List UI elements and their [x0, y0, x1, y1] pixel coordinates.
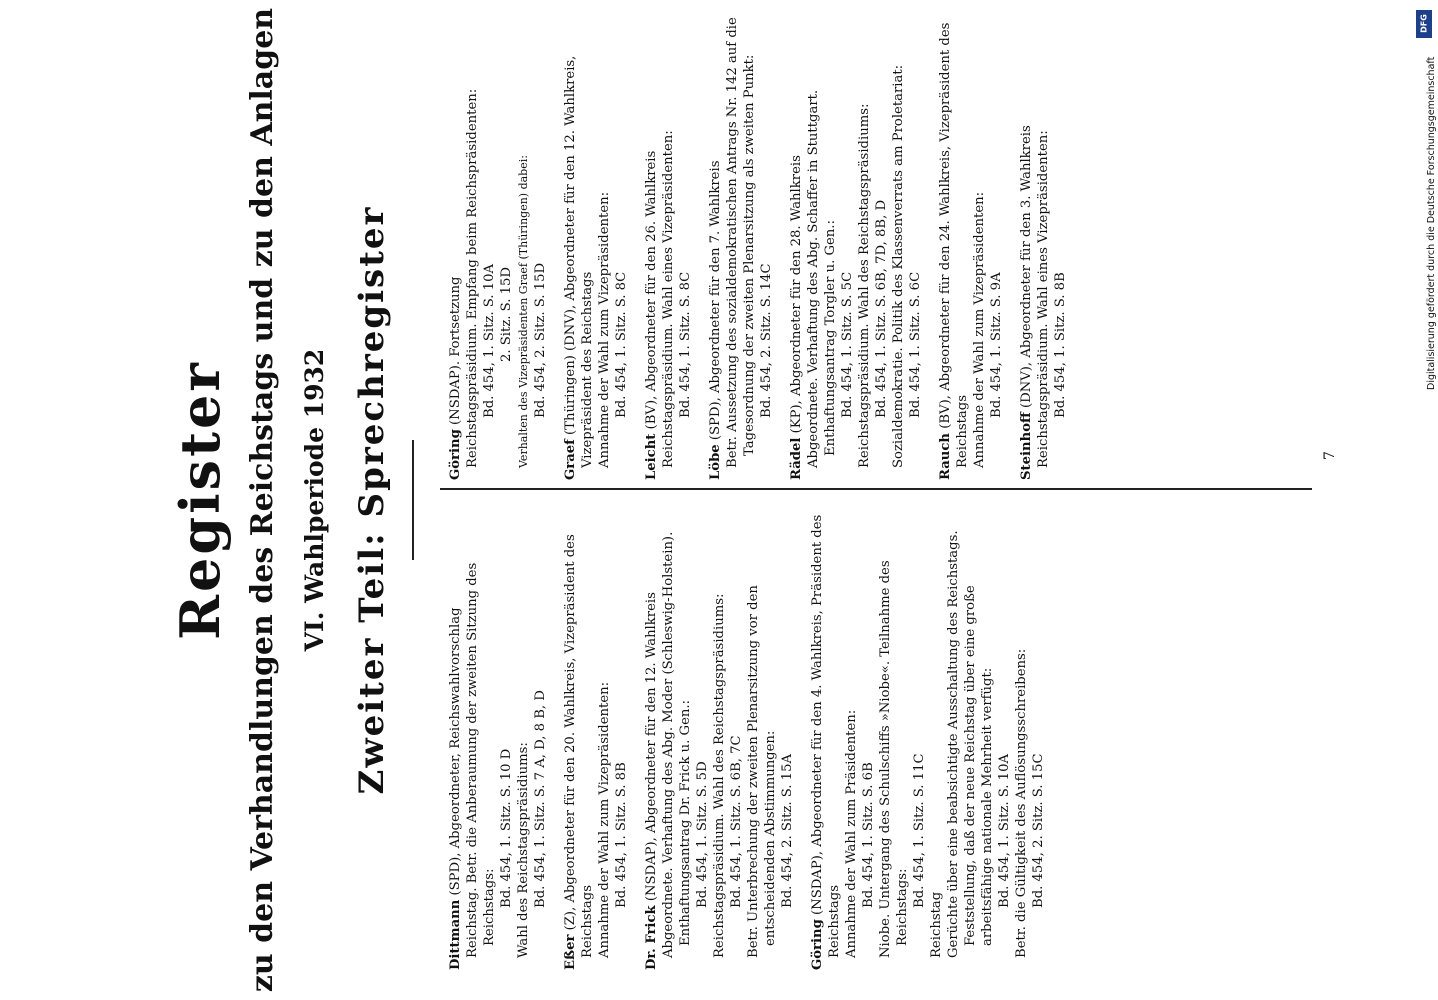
page-subtitle: zu den Verhandlungen des Reichstags und zu den Anlagen [245, 7, 280, 993]
citation-line: Bd. 454, 1. Sitz. S. 8C [678, 271, 693, 418]
topic-line: Annahme der Wahl zum Vizepräsidenten: [972, 191, 987, 468]
topic-line: Annahme der Wahl zum Vizepräsidenten: [597, 681, 612, 958]
topic-line: Sozialdemokratie. Politik des Klassenverrats am Proletariat: [891, 64, 906, 468]
topic-line: Abgeordnete. Verhaftung des Abg. Moder (Schleswig-Holstein). Enthaftungsantrag Dr. Frick u. Gen.: [661, 531, 693, 958]
topic-line: Abgeordnete. Verhaftung des Abg. Schaffer in Stuttgart. Enthaftungsantrag Torgler u. Gen.: [806, 89, 838, 468]
speaker-name: Göring [448, 429, 463, 480]
topic-line: Verhalten des Vizepräsidenten Graef (Thüringen) dabei: [517, 155, 530, 468]
citation-line: Bd. 454, 1. Sitz. S. 10A [482, 264, 497, 418]
register-entry [562, 10, 630, 480]
citation-line: Bd. 454, 1. Sitz. S. 8B [614, 762, 629, 908]
entry-heading [643, 500, 660, 970]
speaker-name: Rauch [938, 432, 953, 480]
dfg-logo-badge: DFG [1416, 10, 1432, 38]
speaker-name: Graef [563, 439, 578, 480]
topic-line: Reichstagspräsidium. Empfang beim Reichspräsidenten: [465, 88, 480, 468]
citation-line: Bd. 454, 1. Sitz. S. 6B, 7D, 8B, D [874, 199, 889, 418]
column-divider [440, 488, 1312, 490]
speaker-details: (BV), Abgeordneter für den 26. Wahlkreis [644, 150, 659, 434]
right-column [447, 10, 1082, 480]
register-entry [1018, 10, 1069, 480]
topic-line: Reichstag [929, 891, 944, 958]
entry-heading [447, 500, 464, 970]
title-rule [412, 440, 414, 560]
entry-heading [562, 10, 596, 480]
register-entry [707, 10, 775, 480]
entry-heading [447, 10, 464, 480]
register-entry [562, 500, 630, 970]
citation-line: Bd. 454, 1. Sitz. S. 6C [908, 271, 923, 418]
citation-line: Bd. 454, 1. Sitz. S. 6B, 7C [729, 735, 744, 908]
speaker-name: Göring [810, 919, 825, 970]
digitization-credit: Digitalisierung gefördert durch die Deutsche Forschungsgemeinschaft [1426, 56, 1437, 390]
citation-line: 2. Sitz. S. 15D [499, 267, 514, 362]
register-entry [788, 10, 924, 480]
page-title: Register [168, 360, 232, 640]
topic-line: Reichstagspräsidium. Wahl des Reichstagspräsidiums: [857, 103, 872, 468]
entry-heading [937, 10, 971, 480]
speaker-details: (NSDAP), Abgeordneter für den 12. Wahlkreis [644, 592, 659, 906]
part-heading: Zweiter Teil: Sprechregister [352, 205, 392, 795]
entry-heading [707, 10, 724, 480]
topic-line: Reichstagspräsidium. Wahl des Reichstagspräsidiums: [712, 593, 727, 958]
speaker-name: Dr. Frick [644, 905, 659, 970]
citation-line: Bd. 454, 1. Sitz. S. 8C [614, 271, 629, 418]
speaker-details: (BV), Abgeordneter für den 24. Wahlkreis, Vizepräsident des Reichstags [938, 22, 970, 468]
topic-line: Annahme der Wahl zum Vizepräsidenten: [597, 191, 612, 468]
speaker-details: (KP), Abgeordneter für den 28. Wahlkreis [789, 155, 804, 438]
speaker-details: (Z), Abgeordneter für den 20. Wahlkreis, Vizepräsident des Reichstags [563, 534, 595, 958]
speaker-name: Leicht [644, 433, 659, 480]
citation-line: Bd. 454, 1. Sitz. S. 5D [695, 761, 710, 908]
citation-line: Bd. 454, 1. Sitz. S. 7 A, D, 8 B, D [533, 690, 548, 908]
citation-line: Bd. 454, 1. Sitz. S. 5C [840, 271, 855, 418]
register-entry [937, 10, 1005, 480]
register-entry [447, 10, 549, 480]
speaker-details: (SPD), Abgeordneter, Reichswahlvorschlag [448, 607, 463, 900]
left-column [447, 500, 1060, 970]
topic-line: Gerüchte über eine beabsichtigte Ausschaltung des Reichstags. Feststellung, daß der neue Reichstag über eine große arbeitsfähige nationale Mehrheit verfügt: [946, 530, 995, 958]
citation-line: Bd. 454, 1. Sitz. S. 9A [989, 272, 1004, 418]
entry-heading [809, 500, 843, 970]
speaker-details: (NSDAP), Abgeordneter für den 4. Wahlkreis, Präsident des Reichstags [810, 514, 842, 958]
topic-line: Reichstag. Betr. die Anberaumung der zweiten Sitzung des Reichstags: [465, 562, 497, 958]
register-entry [643, 10, 694, 480]
entry-heading [562, 500, 596, 970]
citation-line: Bd. 454, 2. Sitz. S. 15D [533, 262, 548, 418]
citation-line: Bd. 454, 2. Sitz. S. 15C [1031, 753, 1046, 908]
entry-heading [643, 10, 660, 480]
citation-line: Bd. 454, 1. Sitz. S. 6B [861, 762, 876, 908]
topic-line: Betr. die Gültigkeit des Auflösungsschreibens: [1014, 648, 1029, 958]
period-heading: VI. Wahlperiode 1932 [300, 348, 329, 652]
entry-heading [1018, 10, 1035, 480]
speaker-details: (Thüringen) (DNV), Abgeordneter für den 12. Wahlkreis, Vizepräsident des Reichstags [563, 55, 595, 468]
speaker-name: Löbe [708, 444, 723, 480]
speaker-name: Eßer [563, 934, 578, 970]
register-entry [809, 500, 1047, 970]
citation-line: Bd. 454, 1. Sitz. S. 10 D [499, 748, 514, 908]
register-entry [643, 500, 796, 970]
citation-line: Bd. 454, 2. Sitz. S. 15A [780, 754, 795, 908]
topic-line: Reichstagspräsidium. Wahl eines Vizepräsidenten: [661, 130, 676, 468]
citation-line: Bd. 454, 1. Sitz. S. 10A [997, 754, 1012, 908]
speaker-details: (DNV), Abgeordneter für den 3. Wahlkreis [1019, 125, 1034, 413]
speaker-name: Rädel [789, 437, 804, 480]
page-number: 7 [1322, 451, 1338, 460]
citation-line: Bd. 454, 2. Sitz. S. 14C [759, 263, 774, 418]
register-entry [447, 500, 549, 970]
topic-line: Betr. Aussetzung des sozialdemokratischen Antrags Nr. 142 auf die Tagesordnung der zweiten Plenarsitzung als zweiten Punkt: [725, 17, 757, 468]
topic-line: Betr. Unterbrechung der zweiten Plenarsitzung vor den entscheidenden Abstimmungen: [746, 585, 778, 958]
citation-line: Bd. 454, 1. Sitz. S. 11C [912, 753, 927, 908]
topic-line: Reichstagspräsidium. Wahl eines Vizepräsidenten: [1036, 130, 1051, 468]
topic-line: Annahme der Wahl zum Präsidenten: [844, 709, 859, 958]
entry-heading [788, 10, 805, 480]
speaker-name: Dittmann [448, 899, 463, 970]
topic-line: Niobe. Untergang des Schulschiffs »Niobe«. Teilnahme des Reichstags: [878, 560, 910, 958]
topic-line: Wahl des Reichstagspräsidiums: [516, 742, 531, 958]
speaker-name: Steinhoff [1019, 412, 1034, 480]
citation-line: Bd. 454, 1. Sitz. S. 8B [1053, 272, 1068, 418]
speaker-details: (NSDAP). Fortsetzung [448, 276, 463, 430]
speaker-details: (SPD), Abgeordneter für den 7. Wahlkreis [708, 160, 723, 445]
